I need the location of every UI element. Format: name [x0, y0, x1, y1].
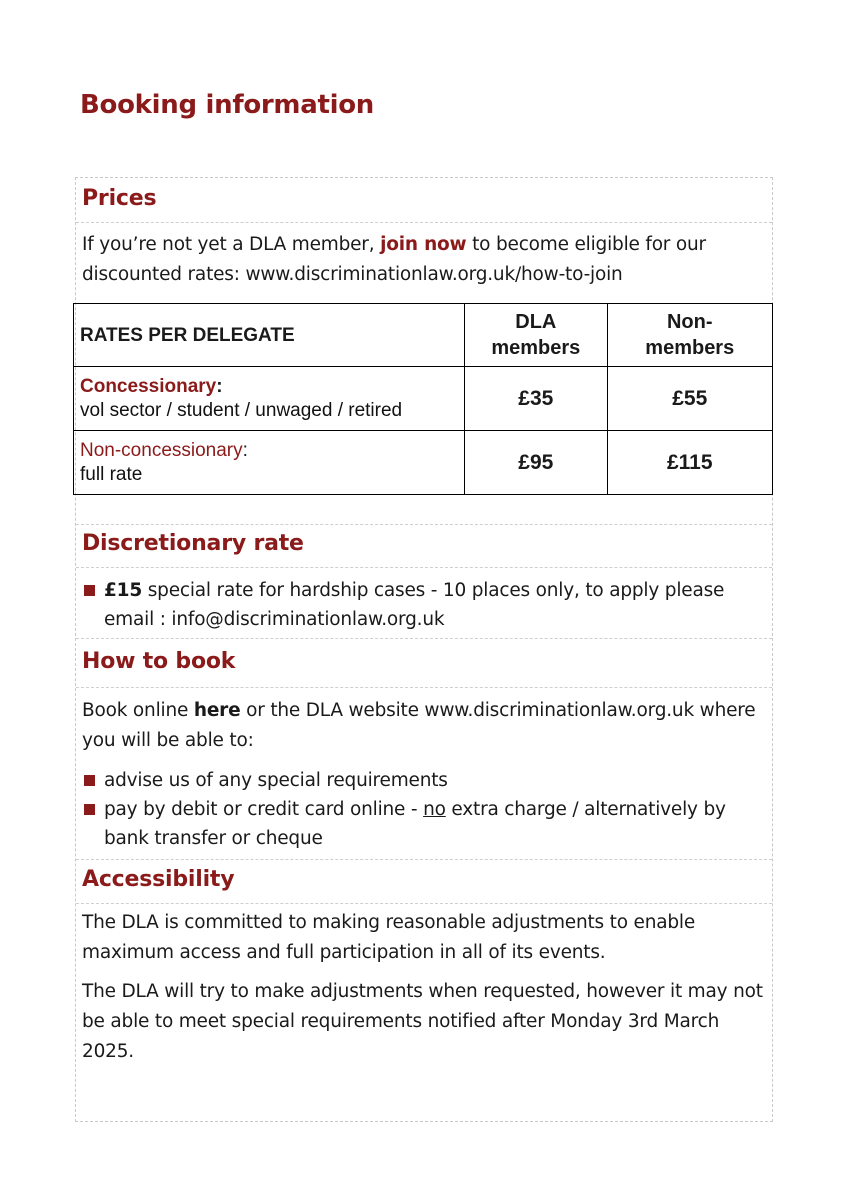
accessibility-para-2: The DLA will try to make adjustments when requested, however it may not be able to meet special requirements notified after Monday 3rd March 2025. [82, 981, 763, 1062]
join-now-link[interactable]: join now [380, 234, 467, 255]
non-member-price: £115 [666, 450, 713, 474]
discretionary-price: £15 [104, 580, 143, 601]
dla-header-line1: DLA [515, 311, 557, 333]
bullet-text-2: extra charge / alternatively by bank transfer or cheque [104, 799, 726, 849]
category-name: Non-concessionary [80, 439, 243, 461]
how-to-book-text: Book online [82, 700, 194, 721]
rates-table [73, 303, 773, 495]
list-item [82, 766, 766, 795]
divider [76, 859, 772, 860]
table-row [74, 367, 773, 431]
how-to-book-heading: How to book [82, 649, 236, 674]
dla-price: £35 [518, 386, 554, 410]
category-name: Concessionary [80, 375, 217, 397]
bullet-square-icon [84, 585, 95, 596]
prices-intro [82, 230, 766, 290]
accessibility-para-1: The DLA is committed to making reasonable adjustments to enable maximum access and full participation in all of its events. [82, 912, 696, 963]
bullet-underlined-text: no [423, 799, 446, 820]
category-detail: vol sector / student / unwaged / retired [80, 399, 403, 421]
category-sep: : [216, 375, 223, 397]
dla-header-line2: members [491, 337, 581, 359]
divider [76, 903, 772, 904]
category-detail: full rate [80, 463, 143, 485]
divider [76, 222, 772, 223]
book-here-link[interactable]: here [193, 700, 241, 721]
bullet-text: advise us of any special requirements [104, 770, 448, 791]
list-item [82, 576, 766, 634]
bullet-square-icon [84, 804, 95, 815]
page-title: Booking information [80, 90, 374, 120]
divider [76, 687, 772, 688]
prices-intro-text-2: to become eligible for our discounted rates: www.discriminationlaw.org.uk/how-to-join [82, 234, 706, 285]
non-header-line1: Non- [666, 311, 713, 333]
dla-price: £95 [518, 450, 554, 474]
non-header-line2: members [645, 337, 735, 359]
prices-heading: Prices [82, 186, 157, 211]
list-item [82, 795, 766, 853]
discretionary-list [82, 576, 766, 634]
how-to-book-list [82, 766, 766, 853]
divider [76, 638, 772, 639]
discretionary-text: special rate for hardship cases - 10 places only, to apply please email : info@discriminationlaw.org.uk [104, 580, 725, 630]
divider [76, 524, 772, 525]
non-member-price: £55 [672, 386, 708, 410]
discretionary-heading: Discretionary rate [82, 531, 304, 556]
table-row [74, 431, 773, 495]
non-members-header [614, 309, 766, 361]
prices-intro-text: If you’re not yet a DLA member, [82, 234, 381, 255]
category-sep: : [242, 439, 248, 461]
bullet-text: pay by debit or credit card online - [104, 799, 424, 820]
divider [76, 567, 772, 568]
accessibility-heading: Accessibility [82, 867, 235, 892]
bullet-square-icon [84, 775, 95, 786]
how-to-book-text-2: or the DLA website www.discriminationlaw.org.uk where you will be able to: [82, 700, 756, 751]
dla-members-header [471, 309, 600, 361]
rates-header-row [74, 304, 773, 367]
rates-header-label: RATES PER DELEGATE [80, 324, 295, 346]
how-to-book-intro [82, 696, 766, 756]
